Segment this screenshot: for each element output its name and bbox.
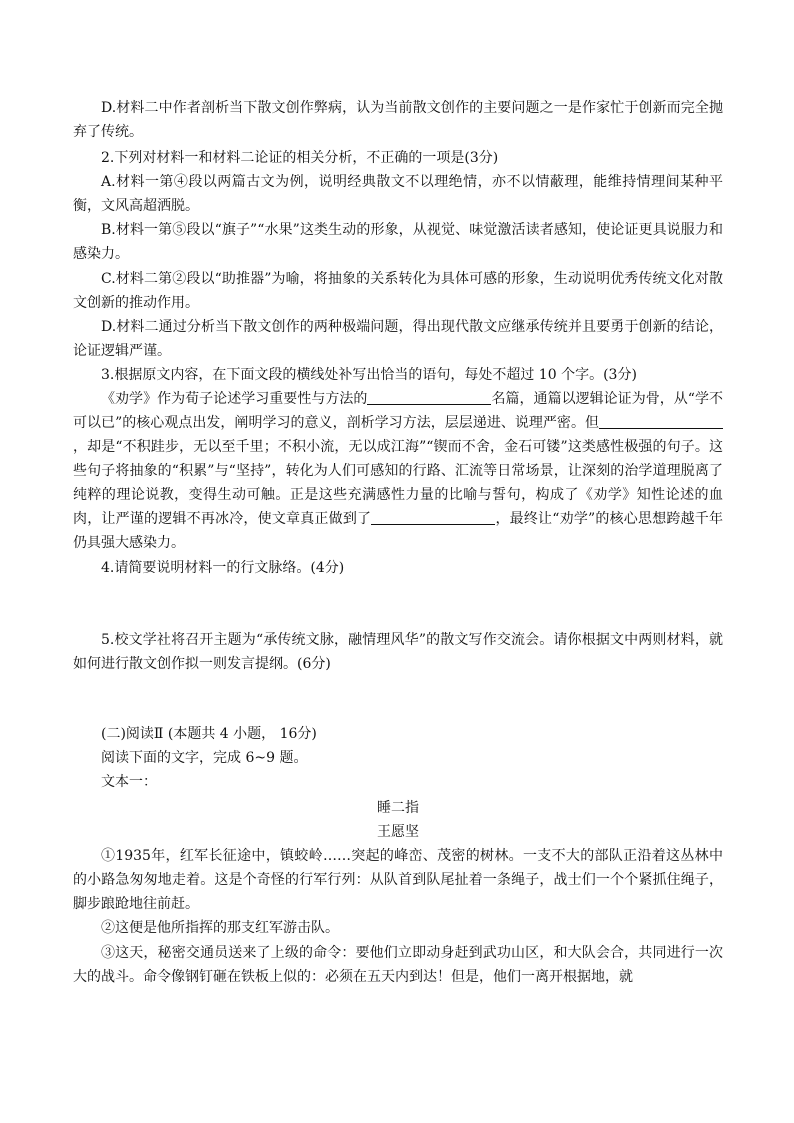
- section-title: (二)阅读Ⅱ (本题共 4 小题， 16分): [101, 726, 317, 742]
- story-paragraph-3: ③这天，秘密交通员送来了上级的命令：要他们立即动身赶到武功山区，和大队会合，共同进行一次大的战斗。命令像钢钉砸在铁板上似的：必须在五天内到达！但是，他们一离开根据地，就: [73, 945, 723, 985]
- q2-option-c: C.材料二第②段以“助推器”为喻，将抽象的关系转化为具体可感的形象，生动说明优秀传统文化对散文创新的推动作用。: [73, 271, 723, 311]
- question-3: [73, 363, 723, 555]
- q2-option-d: D.材料二通过分析当下散文创作的两种极端问题，得出现代散文应继承传统并且要勇于创新的结论，论证逻辑严谨。: [73, 319, 723, 359]
- story-paragraph-2: ②这便是他所指挥的那支红军游击队。: [101, 920, 339, 936]
- reading-two-header: [73, 722, 723, 794]
- q3-passage: 《劝学》作为荀子论述学习重要性与方法的 名篇，通篇以逻辑论证为骨，从“学不可以已”的核心观点出发，阐明学习的意义，剖析学习方法，层层递进、说理严密。但，却是“不积跬步，无以至千里；不积小流，无以成江海”“锲而不舍，金石可镂”这类感性极强的句子。这些句子将抽象的“积累”与“坚持”，转化为人们可感知的行路、汇流等日常场景，让深刻的治学道理脱离了纯粹的理论说教，变得生动可触。正是这些充满感性力量的比喻与誓句，构成了《劝学》知性论述的血肉，让严谨的逻辑不再冰冷，使文章真正做到了 ，最终让“劝学”的核心思想跨越千年仍具强大感染力。: [73, 387, 723, 555]
- blank-1[interactable]: [367, 388, 491, 405]
- question-2: [73, 146, 723, 170]
- q2-option-a: A.材料一第④段以两篇古文为例，说明经典散文不以理绝情，亦不以情蔽理，能维持情理间某种平衡，文风高超洒脱。: [73, 174, 723, 214]
- story-paragraph-1: ①1935年，红军长征途中，镇蛟岭……突起的峰峦、茂密的树林。一支不大的部队正沿着这丛林中的小路急匆匆地走着。这是个奇怪的行军行列：从队首到队尾扯着一条绳子，战士们一个个紧抓住绳子，脚步踉跄地往前赶。: [73, 848, 723, 912]
- story-author: 王愿坚: [377, 824, 419, 840]
- text-label: 文本一：: [101, 774, 157, 790]
- blank-3[interactable]: [371, 508, 495, 525]
- question-4: 4.请简要说明材料一的行文脉络。(4分): [101, 560, 345, 576]
- q3-stem: 3.根据原文内容，在下面文段的横线处补写出恰当的语句，每处不超过 10 个字。(3分): [101, 367, 637, 383]
- q2-option-b: B.材料一第⑤段以“旗子”“水果”这类生动的形象，从视觉、味觉激活读者感知，使论证更具说服力和感染力。: [73, 222, 723, 262]
- instruction: 阅读下面的文字，完成 6~9 题。: [101, 750, 308, 766]
- q1-option-d: D.材料二中作者剖析当下散文创作弊病，认为当前散文创作的主要问题之一是作家忙于创新而完全抛弃了传统。: [73, 100, 723, 140]
- q2-stem: 2.下列对材料一和材料二论证的相关分析，不正确的一项是(3分): [101, 150, 499, 166]
- question-5: 5.校文学社将召开主题为“承传统文脉，融情理风华”的散文写作交流会。请你根据文中两则材料，就如何进行散文创作拟一则发言提纲。(6分): [73, 632, 723, 672]
- blank-2[interactable]: [599, 412, 723, 429]
- story-title: 睡二指: [377, 800, 419, 816]
